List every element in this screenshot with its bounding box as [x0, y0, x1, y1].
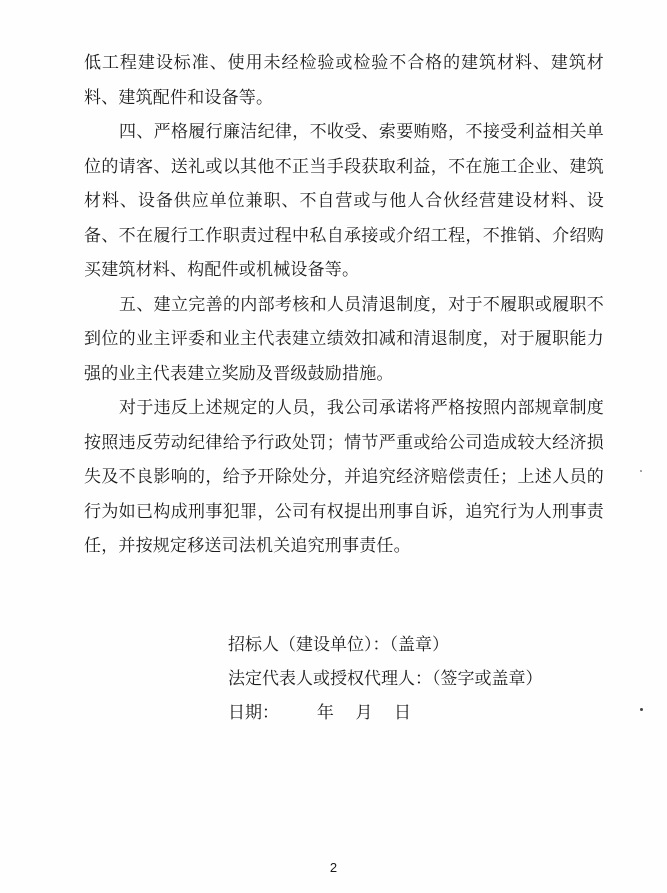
paragraph-violation-penalty: 对于违反上述规定的人员，我公司承诺将严格按照内部规章制度按照违反劳动纪律给予行政处罚；情节严重或给公司造成较大经济损失及不良影响的，给予开除处分，并追究经济赔偿责任；上述人员的行为如已构成刑事犯罪，公司有权提出刑事自诉，追究行为人刑事责任，并按规定移送司法机关追究刑事责任。 [84, 398, 604, 556]
signature-block [228, 628, 543, 730]
document-body [84, 46, 604, 564]
representative-signature-line: 法定代表人或授权代理人：（签字或盖章） [228, 669, 543, 689]
page-number: 2 [329, 860, 338, 875]
date-line: 日期： 年 月 日 [228, 703, 412, 723]
paragraph-continuation: 低工程建设标准、使用未经检验或检验不合格的建筑材料、建筑材料、建筑配件和设备等。 [84, 53, 604, 108]
tenderer-seal-line: 招标人（建设单位）：（盖章） [228, 635, 449, 655]
scan-speck [640, 470, 642, 472]
paragraph-clause-five: 五、建立完善的内部考核和人员清退制度，对于不履职或履职不到位的业主评委和业主代表建立绩效扣减和清退制度，对于履职能力强的业主代表建立奖励及晋级鼓励措施。 [84, 294, 604, 384]
paragraph-clause-four: 四、严格履行廉洁纪律，不收受、索要贿赂，不接受利益相关单位的请客、送礼或以其他不正当手段获取利益，不在施工企业、建筑材料、设备供应单位兼职、不自营或与他人合伙经营建设材料、设备、不在履行工作职责过程中私自承接或介绍工程，不推销、介绍购买建筑材料、构配件或机械设备等。 [84, 122, 604, 280]
scan-speck [640, 708, 643, 711]
